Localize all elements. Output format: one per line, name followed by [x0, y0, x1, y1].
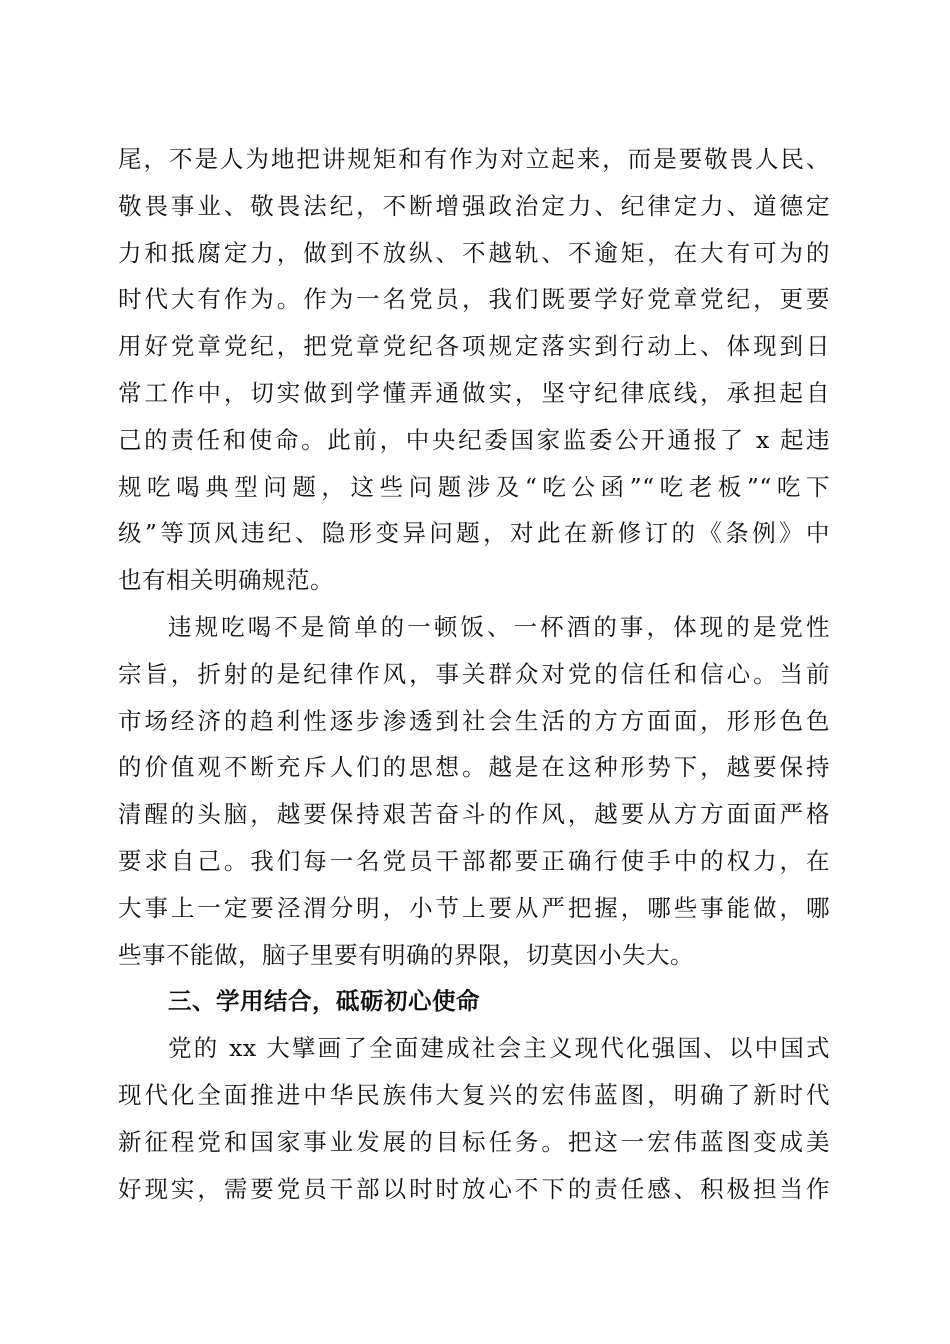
- text-line: 新征程党和国家事业发展的目标任务。把这一宏伟蓝图变成美: [118, 1127, 830, 1156]
- paragraph-continued: [118, 136, 830, 604]
- text-line: 违规吃喝不是简单的一顿饭、一杯酒的事，体现的是党性: [168, 612, 830, 641]
- text-line: 时代大有作为。作为一名党员，我们既要学好党章党纪，更要: [118, 285, 830, 314]
- paragraph-dining-discipline: [118, 604, 830, 978]
- text-line: 级”等顶风违纪、隐形变异问题，对此在新修订的《条例》中: [118, 519, 830, 548]
- section-heading: 三、学用结合，砥砺初心使命: [168, 987, 480, 1016]
- text-line: 大事上一定要泾渭分明，小节上要从严把握，哪些事能做，哪: [118, 893, 830, 922]
- text-line: 尾，不是人为地把讲规矩和有作为对立起来，而是要敬畏人民、: [118, 145, 830, 173]
- text-line: 党的 xx 大擘画了全面建成社会主义现代化强国、以中国式: [168, 1034, 830, 1063]
- text-line: 也有相关明确规范。: [118, 566, 334, 595]
- text-line: 些事不能做，脑子里要有明确的界限，切莫因小失大。: [118, 940, 694, 969]
- text-line: 用好党章党纪，把党章党纪各项规定落实到行动上、体现到日: [118, 332, 830, 361]
- text-line: 好现实，需要党员干部以时时放心不下的责任感、积极担当作: [118, 1174, 830, 1203]
- text-line: 常工作中，切实做到学懂弄通做实，坚守纪律底线，承担起自: [118, 378, 830, 407]
- text-line: 的价值观不断充斥人们的思想。越是在这种形势下，越要保持: [118, 753, 830, 782]
- text-line: 规吃喝典型问题，这些问题涉及“吃公函”“吃老板”“吃下: [118, 472, 830, 501]
- text-line: 清醒的头脑，越要保持艰苦奋斗的作风，越要从方方面面严格: [118, 800, 830, 829]
- document-body: [118, 136, 830, 1212]
- paragraph-blueprint: [118, 1025, 830, 1212]
- text-line: 要求自己。我们每一名党员干部都要正确行使手中的权力，在: [118, 846, 830, 875]
- text-line: 己的责任和使命。此前，中央纪委国家监委公开通报了 x 起违: [118, 425, 830, 454]
- text-line: 敬畏事业、敬畏法纪，不断增强政治定力、纪律定力、道德定: [118, 191, 830, 220]
- text-line: 市场经济的趋利性逐步渗透到社会生活的方方面面，形形色色: [118, 706, 830, 735]
- text-line: 宗旨，折射的是纪律作风，事关群众对党的信任和信心。当前: [118, 659, 830, 688]
- text-line: 力和抵腐定力，做到不放纵、不越轨、不逾矩，在大有可为的: [118, 238, 830, 267]
- text-line: 现代化全面推进中华民族伟大复兴的宏伟蓝图，明确了新时代: [118, 1080, 830, 1109]
